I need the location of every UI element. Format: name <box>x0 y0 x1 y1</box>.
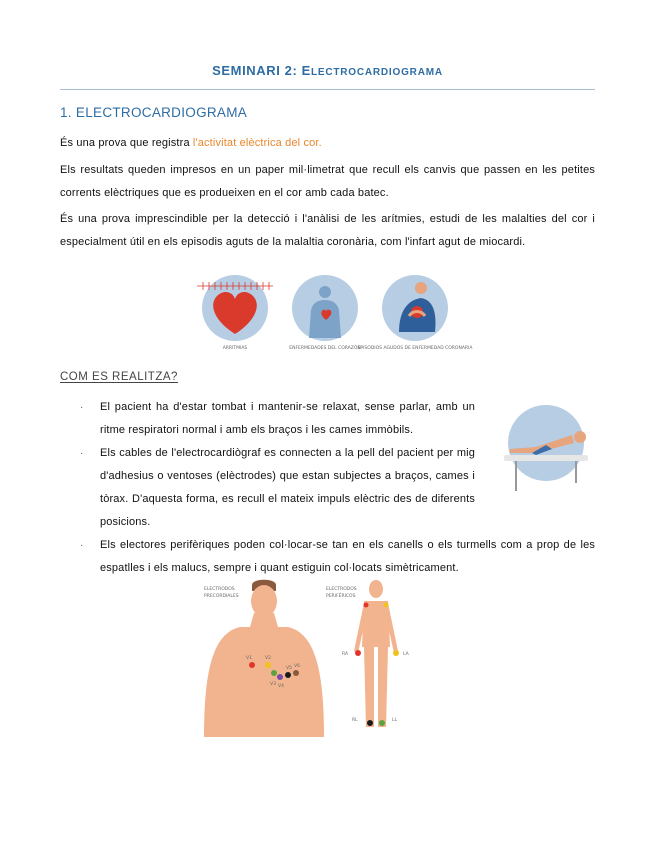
ecg-uses-figure <box>195 272 473 364</box>
peripheral-electrodes-illustration <box>326 580 410 727</box>
bullet-text-peripheral: Els electores perifèriques poden col·locar-se tan en els canells o els turmells com a prop de les espatlles i els malucs, sempre i quant estiguin col·locats simètricament. <box>100 539 595 574</box>
heart-disease-label: ENFERMEDADES DEL CORAZÓN <box>289 346 361 351</box>
electrode-ra <box>355 650 361 656</box>
body-head-icon <box>369 580 383 598</box>
electrode-v1 <box>249 662 255 668</box>
neck-icon <box>250 613 278 627</box>
electrode-placement-figure <box>200 577 430 737</box>
electrode-v6 <box>293 670 299 676</box>
body-torso-icon <box>362 601 390 647</box>
electrode-la-shoulder <box>384 603 389 608</box>
peripheral-title-1: ELECTRODOS <box>326 587 357 592</box>
label-ll: LL <box>392 718 398 723</box>
list-item <box>78 534 595 580</box>
label-v4: V4 <box>278 684 284 689</box>
label-la: LA <box>403 652 409 657</box>
bullet-icon: · <box>80 402 84 413</box>
paragraph-results: Els resultats queden impresos en un paper mil·limetrat que recull els canvis que passen en les petites corrents elèctriques que es produeixen en el cor amb cada batec. <box>60 164 595 199</box>
coronary-episode-illustration <box>358 275 474 351</box>
right-leg-icon <box>364 647 374 727</box>
electrode-ra-shoulder <box>364 603 369 608</box>
definition-highlight: l'activitat elèctrica del cor. <box>192 137 322 149</box>
bullet-icon: · <box>80 448 84 459</box>
list-item <box>78 396 595 442</box>
bullet-icon: · <box>80 540 84 551</box>
label-rl: RL <box>352 718 358 723</box>
paragraph-importance: És una prova imprescindible per la detecció i l'anàlisi de les arítmies, estudi de les malalties del cor i especialment útil en els episodis aguts de la malaltia coronària, com l'infart agut de miocardi. <box>60 213 595 248</box>
section-heading-com-es-realitza: COM ES REALITZA? <box>60 371 178 383</box>
electrode-la <box>393 650 399 656</box>
electrode-rl <box>367 720 373 726</box>
torso-icon <box>204 627 324 737</box>
electrode-v5 <box>285 672 291 678</box>
procedure-list <box>78 396 595 580</box>
bullet-text-posture: El pacient ha d'estar tombat i mantenir-se relaxat, sense parlar, amb un ritme respiratori normal i amb els braços i les cames immòbils. <box>100 401 475 436</box>
list-item <box>78 442 595 534</box>
bullet-text-cables: Els cables de l'electrocardiògraf es connecten a la pell del pacient per mig d'adhesius o ventoses (elèctrodes) que estan subjectes a braços, cames i tòrax. D'aquesta forma, es recull el mateix impuls elèctric des de diferents posicions. <box>100 447 475 528</box>
peripheral-title-2: PERIFÉRICOS <box>326 594 356 599</box>
section-heading-electrocardiograma: 1. ELECTROCARDIOGRAMA <box>60 105 248 120</box>
torso-head-icon <box>319 286 331 298</box>
head-icon <box>251 585 277 617</box>
page-title <box>60 63 595 78</box>
precordial-title-2: PRECORDIALES <box>204 594 239 599</box>
title-divider <box>60 89 595 90</box>
paragraph-definition <box>60 132 595 155</box>
precordial-electrodes-illustration <box>204 580 324 737</box>
label-v1: V1 <box>246 656 252 661</box>
person-head-icon <box>415 282 427 294</box>
left-leg-icon <box>378 647 388 727</box>
title-rest: LECTROCARDIOGRAMA <box>310 67 443 78</box>
label-v6: V6 <box>294 664 300 669</box>
heart-disease-illustration <box>289 275 361 351</box>
label-v2: V2 <box>265 656 271 661</box>
title-first-letter: E <box>301 63 311 78</box>
electrode-v2 <box>265 662 271 668</box>
electrode-v4 <box>277 674 283 680</box>
arrhythmia-label: ARRITMIAS <box>222 346 248 351</box>
precordial-title-1: ELECTRODOS <box>204 587 235 592</box>
label-v3: V3 <box>270 682 276 687</box>
coronary-label: EPISODIOS AGUDOS DE ENFERMEDAD CORONARIA <box>357 346 473 351</box>
electrode-v3 <box>271 670 277 676</box>
title-main: SEMINARI 2: <box>212 63 302 78</box>
label-v5: V5 <box>286 666 292 671</box>
label-ra: RA <box>342 652 349 657</box>
electrode-ll <box>379 720 385 726</box>
arrhythmia-illustration <box>197 275 273 351</box>
definition-text: És una prova que registra <box>60 137 193 149</box>
